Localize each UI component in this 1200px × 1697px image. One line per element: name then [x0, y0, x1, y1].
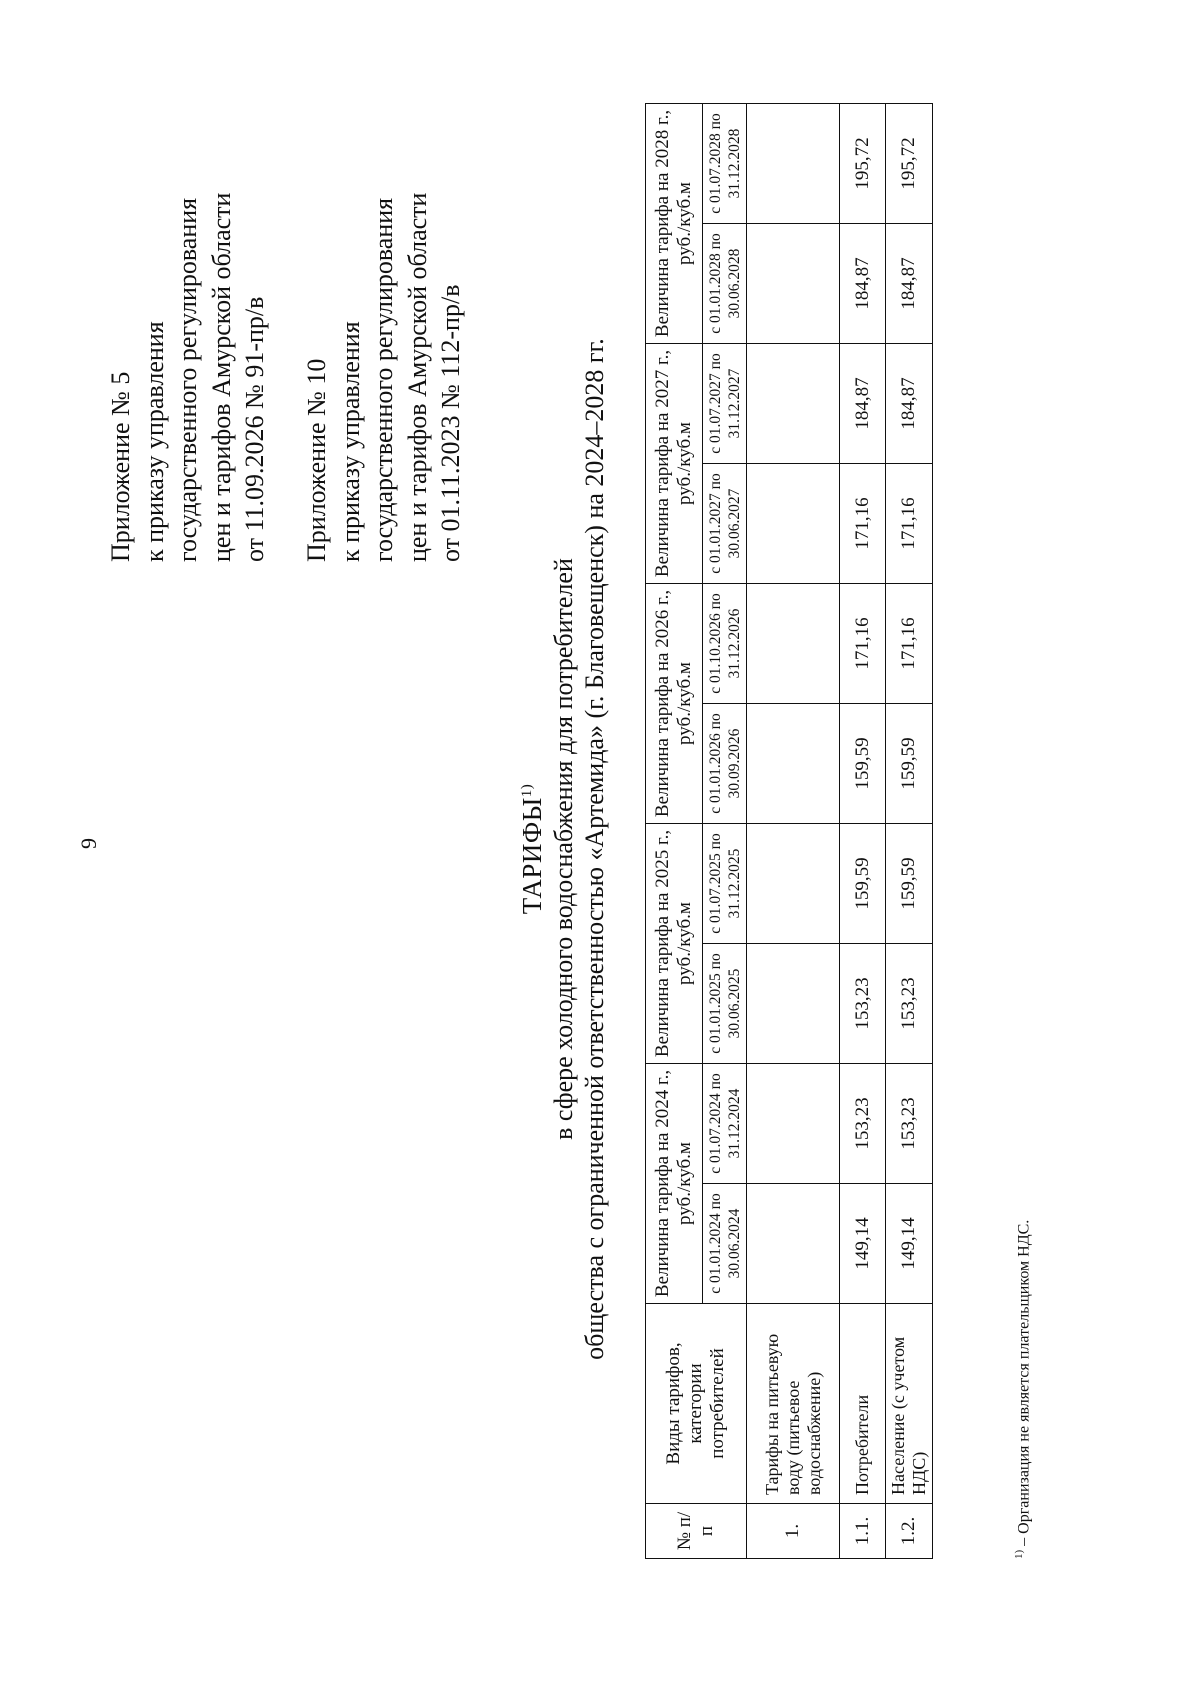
- table-header-row: [646, 104, 703, 1559]
- appendix-line: государственного регулирования: [173, 197, 202, 562]
- tariff-cell: [747, 944, 840, 1064]
- tariff-cell: 159,59: [886, 704, 933, 824]
- appendix-current-block: [104, 193, 272, 562]
- tariff-cell: [747, 1184, 840, 1304]
- row-number: 1.: [747, 1504, 840, 1559]
- appendix-line: от 01.11.2023 № 112-пр/в: [436, 284, 465, 562]
- appendix-previous-block: [300, 193, 468, 562]
- table-row: [886, 104, 933, 1559]
- header-tariff-type: Виды тарифов, категории потребителей: [646, 1304, 747, 1504]
- tariff-cell: [747, 104, 840, 224]
- tariff-cell: 159,59: [840, 704, 886, 824]
- appendix-line: государственного регулирования: [369, 197, 398, 562]
- tariff-cell: 171,16: [840, 584, 886, 704]
- tariff-cell: 153,23: [840, 1064, 886, 1184]
- appendix-line: Приложение № 10: [302, 358, 331, 562]
- period-header: с 01.01.2027 по 30.06.2027: [703, 464, 747, 584]
- tariff-cell: 184,87: [840, 224, 886, 344]
- appendix-line: цен и тарифов Амурской области: [206, 192, 236, 562]
- title-subline: общества с ограниченной ответственностью «Артемида» (г. Благовещенск) на 2024–2028 гг.: [580, 338, 609, 1360]
- period-header: с 01.07.2024 по 31.12.2024: [703, 1064, 747, 1184]
- appendix-line: от 11.09.2026 № 91-пр/в: [240, 296, 269, 562]
- footnote-text: – Организация не является плательщиком НДС.: [1015, 1219, 1033, 1550]
- header-year-2024: Величина тарифа на 2024 г., руб./куб.м: [646, 1064, 703, 1304]
- tariff-cell: [747, 824, 840, 944]
- tariff-cell: 159,59: [840, 824, 886, 944]
- period-header: с 01.01.2025 по 30.06.2025: [703, 944, 747, 1064]
- page-number: 9: [76, 838, 101, 849]
- document-title-block: [512, 176, 610, 1522]
- tariff-cell: 149,14: [840, 1184, 886, 1304]
- period-header: с 01.07.2025 по 31.12.2025: [703, 824, 747, 944]
- header-year-2028: Величина тарифа на 2028 г., руб./куб.м: [646, 104, 703, 344]
- footnote: [1013, 1220, 1033, 1559]
- period-header: с 01.01.2028 по 30.06.2028: [703, 224, 747, 344]
- appendix-line: Приложение № 5: [106, 371, 135, 562]
- period-header: с 01.07.2028 по 31.12.2028: [703, 104, 747, 224]
- row-tariff-name: Тарифы на питьевую воду (питьевое водоснабжение): [747, 1304, 840, 1504]
- tariff-cell: 159,59: [886, 824, 933, 944]
- tariff-cell: [747, 1064, 840, 1184]
- footnote-mark: 1): [1013, 1549, 1025, 1559]
- title-subline: в сфере холодного водоснабжения для потребителей: [549, 558, 578, 1140]
- period-header: с 01.10.2026 по 31.12.2026: [703, 584, 747, 704]
- tariff-cell: 153,23: [886, 1064, 933, 1184]
- table-row: [747, 104, 840, 1559]
- row-tariff-name: Потребители: [840, 1304, 886, 1504]
- appendix-line: к приказу управления: [139, 321, 169, 562]
- tariff-cell: 184,87: [840, 344, 886, 464]
- row-tariff-name: Население (с учетом НДС): [886, 1304, 933, 1504]
- period-header: с 01.07.2027 по 31.12.2027: [703, 344, 747, 464]
- table-row: [840, 104, 886, 1559]
- tariff-cell: 195,72: [886, 104, 933, 224]
- tariff-cell: 153,23: [840, 944, 886, 1064]
- tariff-cell: 153,23: [886, 944, 933, 1064]
- tariff-table: [645, 103, 933, 1559]
- row-number: 1.1.: [840, 1504, 886, 1559]
- tariff-cell: [747, 344, 840, 464]
- tariff-cell: [747, 464, 840, 584]
- appendix-line: к приказу управления: [335, 321, 365, 562]
- footnote-mark: 1): [519, 783, 535, 798]
- header-number: № п/п: [646, 1504, 747, 1559]
- document-title: ТАРИФЫ$^{1)}$: [517, 783, 547, 915]
- tariff-cell: 171,16: [886, 464, 933, 584]
- tariff-cell: [747, 704, 840, 824]
- appendix-line: цен и тарифов Амурской области: [402, 192, 432, 562]
- row-number: 1.2.: [886, 1504, 933, 1559]
- tariff-cell: 195,72: [840, 104, 886, 224]
- header-year-2027: Величина тарифа на 2027 г., руб./куб.м: [646, 344, 703, 584]
- tariff-cell: [747, 224, 840, 344]
- header-year-2026: Величина тарифа на 2026 г., руб./куб.м: [646, 584, 703, 824]
- tariff-cell: 184,87: [886, 224, 933, 344]
- tariff-cell: 171,16: [886, 584, 933, 704]
- period-header: с 01.01.2024 по 30.06.2024: [703, 1184, 747, 1304]
- period-header: с 01.01.2026 по 30.09.2026: [703, 704, 747, 824]
- tariff-cell: 184,87: [886, 344, 933, 464]
- tariff-cell: 171,16: [840, 464, 886, 584]
- tariff-cell: [747, 584, 840, 704]
- header-year-2025: Величина тарифа на 2025 г., руб./куб.м: [646, 824, 703, 1064]
- tariff-cell: 149,14: [886, 1184, 933, 1304]
